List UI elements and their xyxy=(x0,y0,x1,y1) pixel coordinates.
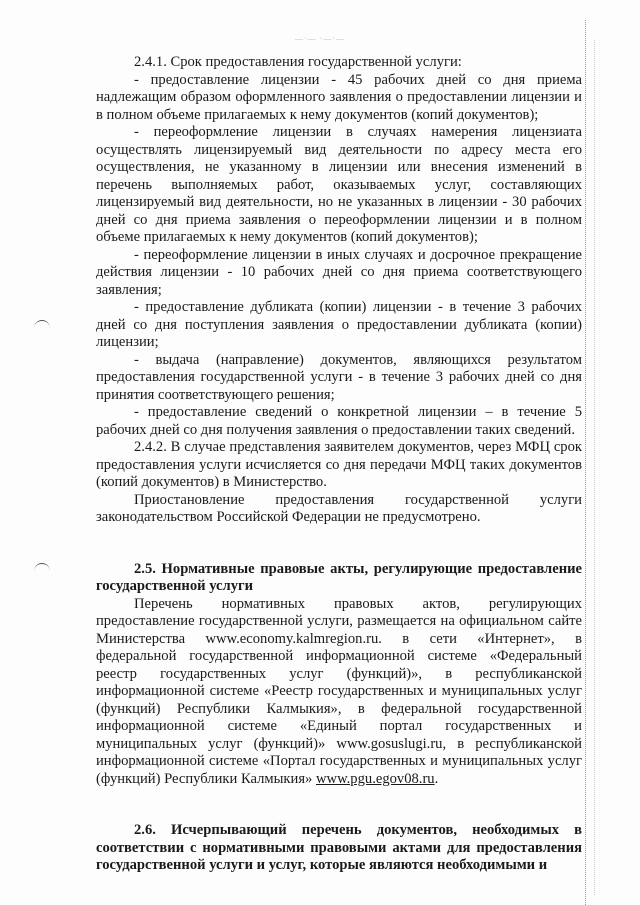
paragraph-2-4-1: 2.4.1. Срок предоставления государственной услуги: xyxy=(134,54,462,70)
header-mark: —·— ·—·— xyxy=(295,34,345,43)
section-2-5-text-end: . xyxy=(434,770,439,787)
scan-edge-line xyxy=(585,20,586,905)
paragraph-suspension: Приостановление предоставления государственной услуги законодательством Российской Федерации не предусмотрено. xyxy=(96,491,582,525)
document-body xyxy=(96,54,582,875)
paragraph-term-reissue: - переоформление лицензии в случаях намерения лицензиата осуществлять лицензируемый вид деятельности по адресу места его осуществления, не указанному в лицензии или внесения изменений в перечень выполняемых работ, оказываемых услуг, составляющих лицензируемый вид деятельности, но не указанных в лицензии - 30 рабочих дней со дня приема заявления о переоформлении лицензии и в полном объеме прилагаемых к нему документов (копий документов); xyxy=(96,124,582,245)
section-2-5-text: Перечень нормативных правовых актов, регулирующих предоставление государственной услуги, размещается на официальном сайте Министерства www.economy.kalmregion.ru. в сети «Интернет», в федеральной государственной информационной системе «Федеральный реестр государственных услуг (функций)», в республиканской информационной системе «Реестр государственных и муниципальных услуг (функций) Республики Калмыкия», в федеральной государственной информационной системе «Единый портал государственных и муниципальных услуг (функций)» www.gosuslugi.ru, в республиканской информационной системе «Портал государственных и муниципальных услуг (функций) Республики Калмыкия» xyxy=(96,595,582,787)
section-2-5-heading: 2.5. Нормативные правовые акты, регулирующие предоставление государственной услуги xyxy=(96,560,582,594)
section-2-6-heading: 2.6. Исчерпывающий перечень документов, необходимых в соответствии с нормативными правовыми актами для предоставления государственной услуги и услуг, которые являются необходимыми и xyxy=(96,822,582,873)
paragraph-term-result-delivery: - выдача (направление) документов, являющихся результатом предоставления государственной услуги - в течение 3 рабочих дней со дня принятия соответствующего решения; xyxy=(96,351,582,403)
paragraph-term-issuance: - предоставление лицензии - 45 рабочих дней со дня приема надлежащим образом оформленного заявления о предоставлении лицензии и в полном объеме прилагаемых к нему документов (копий документов); xyxy=(96,71,582,123)
paragraph-term-other-cases: - переоформление лицензии в иных случаях и досрочное прекращение действия лицензии - 10 рабочих дней со дня приема соответствующего заявления; xyxy=(96,246,582,298)
binder-hole-mark xyxy=(34,320,50,329)
portal-link[interactable]: www.pgu.egov08.ru xyxy=(315,770,435,787)
binder-hole-mark xyxy=(34,563,50,572)
paragraph-term-information: - предоставление сведений о конкретной лицензии – в течение 5 рабочих дней со дня получения заявления о предоставлении таких сведений. xyxy=(96,404,582,438)
section-2-5-body xyxy=(96,596,582,789)
scan-edge-line-secondary xyxy=(594,40,595,895)
paragraph-term-duplicate: - предоставление дубликата (копии) лицензии - в течение 3 рабочих дней со дня поступления заявления о предоставлении дубликата (копии) лицензии; xyxy=(96,299,582,350)
paragraph-2-4-2: 2.4.2. В случае представления заявителем документов, через МФЦ срок предоставления услуги исчисляется со дня передачи МФЦ таких документов (копий документов) в Министерство. xyxy=(96,439,582,490)
